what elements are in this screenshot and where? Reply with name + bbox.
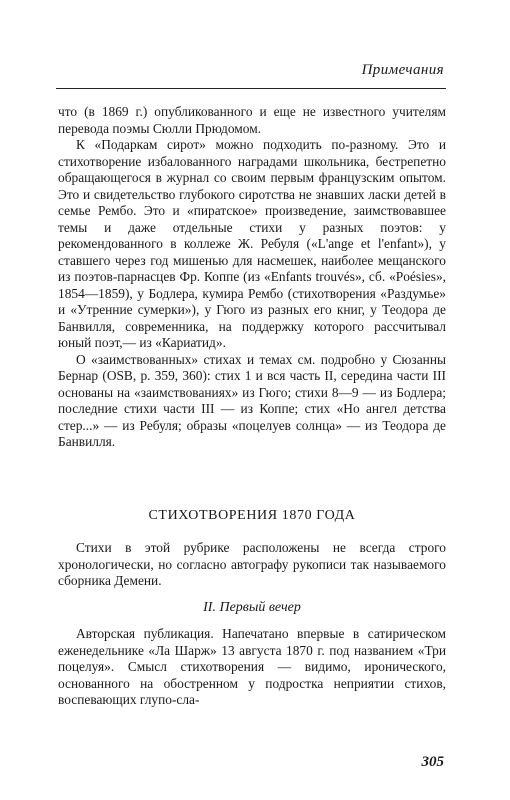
notes-paragraph-3: О «заимствованных» стихах и темах см. подробно у Сюзанны Бернар (OSB, p. 359, 360): стих 1 и вся часть II, середина части III основаны на «заимствованиях» из Гюго; стихи 8—9 — из Бодлера; последние стихи части III — из Коппе; стих «Но ангел детства стер...» — из Ребуля; образы «поцелуев солнца» — из Теодора де Банвилля. [58,351,446,449]
section-title: СТИХОТВОРЕНИЯ 1870 ГОДА [148,508,356,523]
page-number: 305 [421,754,444,770]
notes-paragraph-2: К «Подаркам сирот» можно подходить по-разному. Это и стихотворение избалованного наградами школьника, бестрепетно обращающегося в журнал со своим первым французским опытом. Это и свидетельство глубокого сиротства не знавших ласки детей в семье Рембо. Это и «пиратское» произведение, заимствовавшее темы и даже отдельные стихи у разных поэтов: у рекомендованного в коллеже Ж. Ребуля («L'ange et l'enfant»), у ставшего через год мишенью для насмешек, наиболее мещанского из поэтов-парнасцев Фр. Коппе (из «Enfants trouvés», сб. «Poésies», 1854—1859), у Бодлера, кумира Рембо (стихотворения «Раздумье» и «Утренние сумерки»), у Гюго из разных его книг, у Теодора де Банвилля, современника, на поддержку которого рассчитывал юный поэт,— из «Кариатид». [58,137,446,350]
header-rule [56,88,446,89]
subsection-title: II. Первый вечер [203,600,301,615]
running-head: Примечания [361,62,444,78]
subsection-text [58,626,446,709]
notes-paragraph-1: что (в 1869 г.) опубликованного и еще не известного учителям перевода поэмы Сюлли Прюдомом. [58,104,446,136]
section-intro [58,540,446,590]
section-intro-paragraph: Стихи в этой рубрике расположены не всегда строго хронологически, но согласно автографу рукописи так называемого сборника Демени. [58,540,446,588]
notes-text [58,104,446,451]
subsection-paragraph: Авторская публикация. Напечатано впервые в сатирическом еженедельнике «Ла Шарж» 13 августа 1870 г. под названием «Три поцелуя». Смысл стихотворения — видимо, иронического, основанного на обостренном у подростка неприятии стихов, воспевающих глупо-сла- [58,626,446,707]
